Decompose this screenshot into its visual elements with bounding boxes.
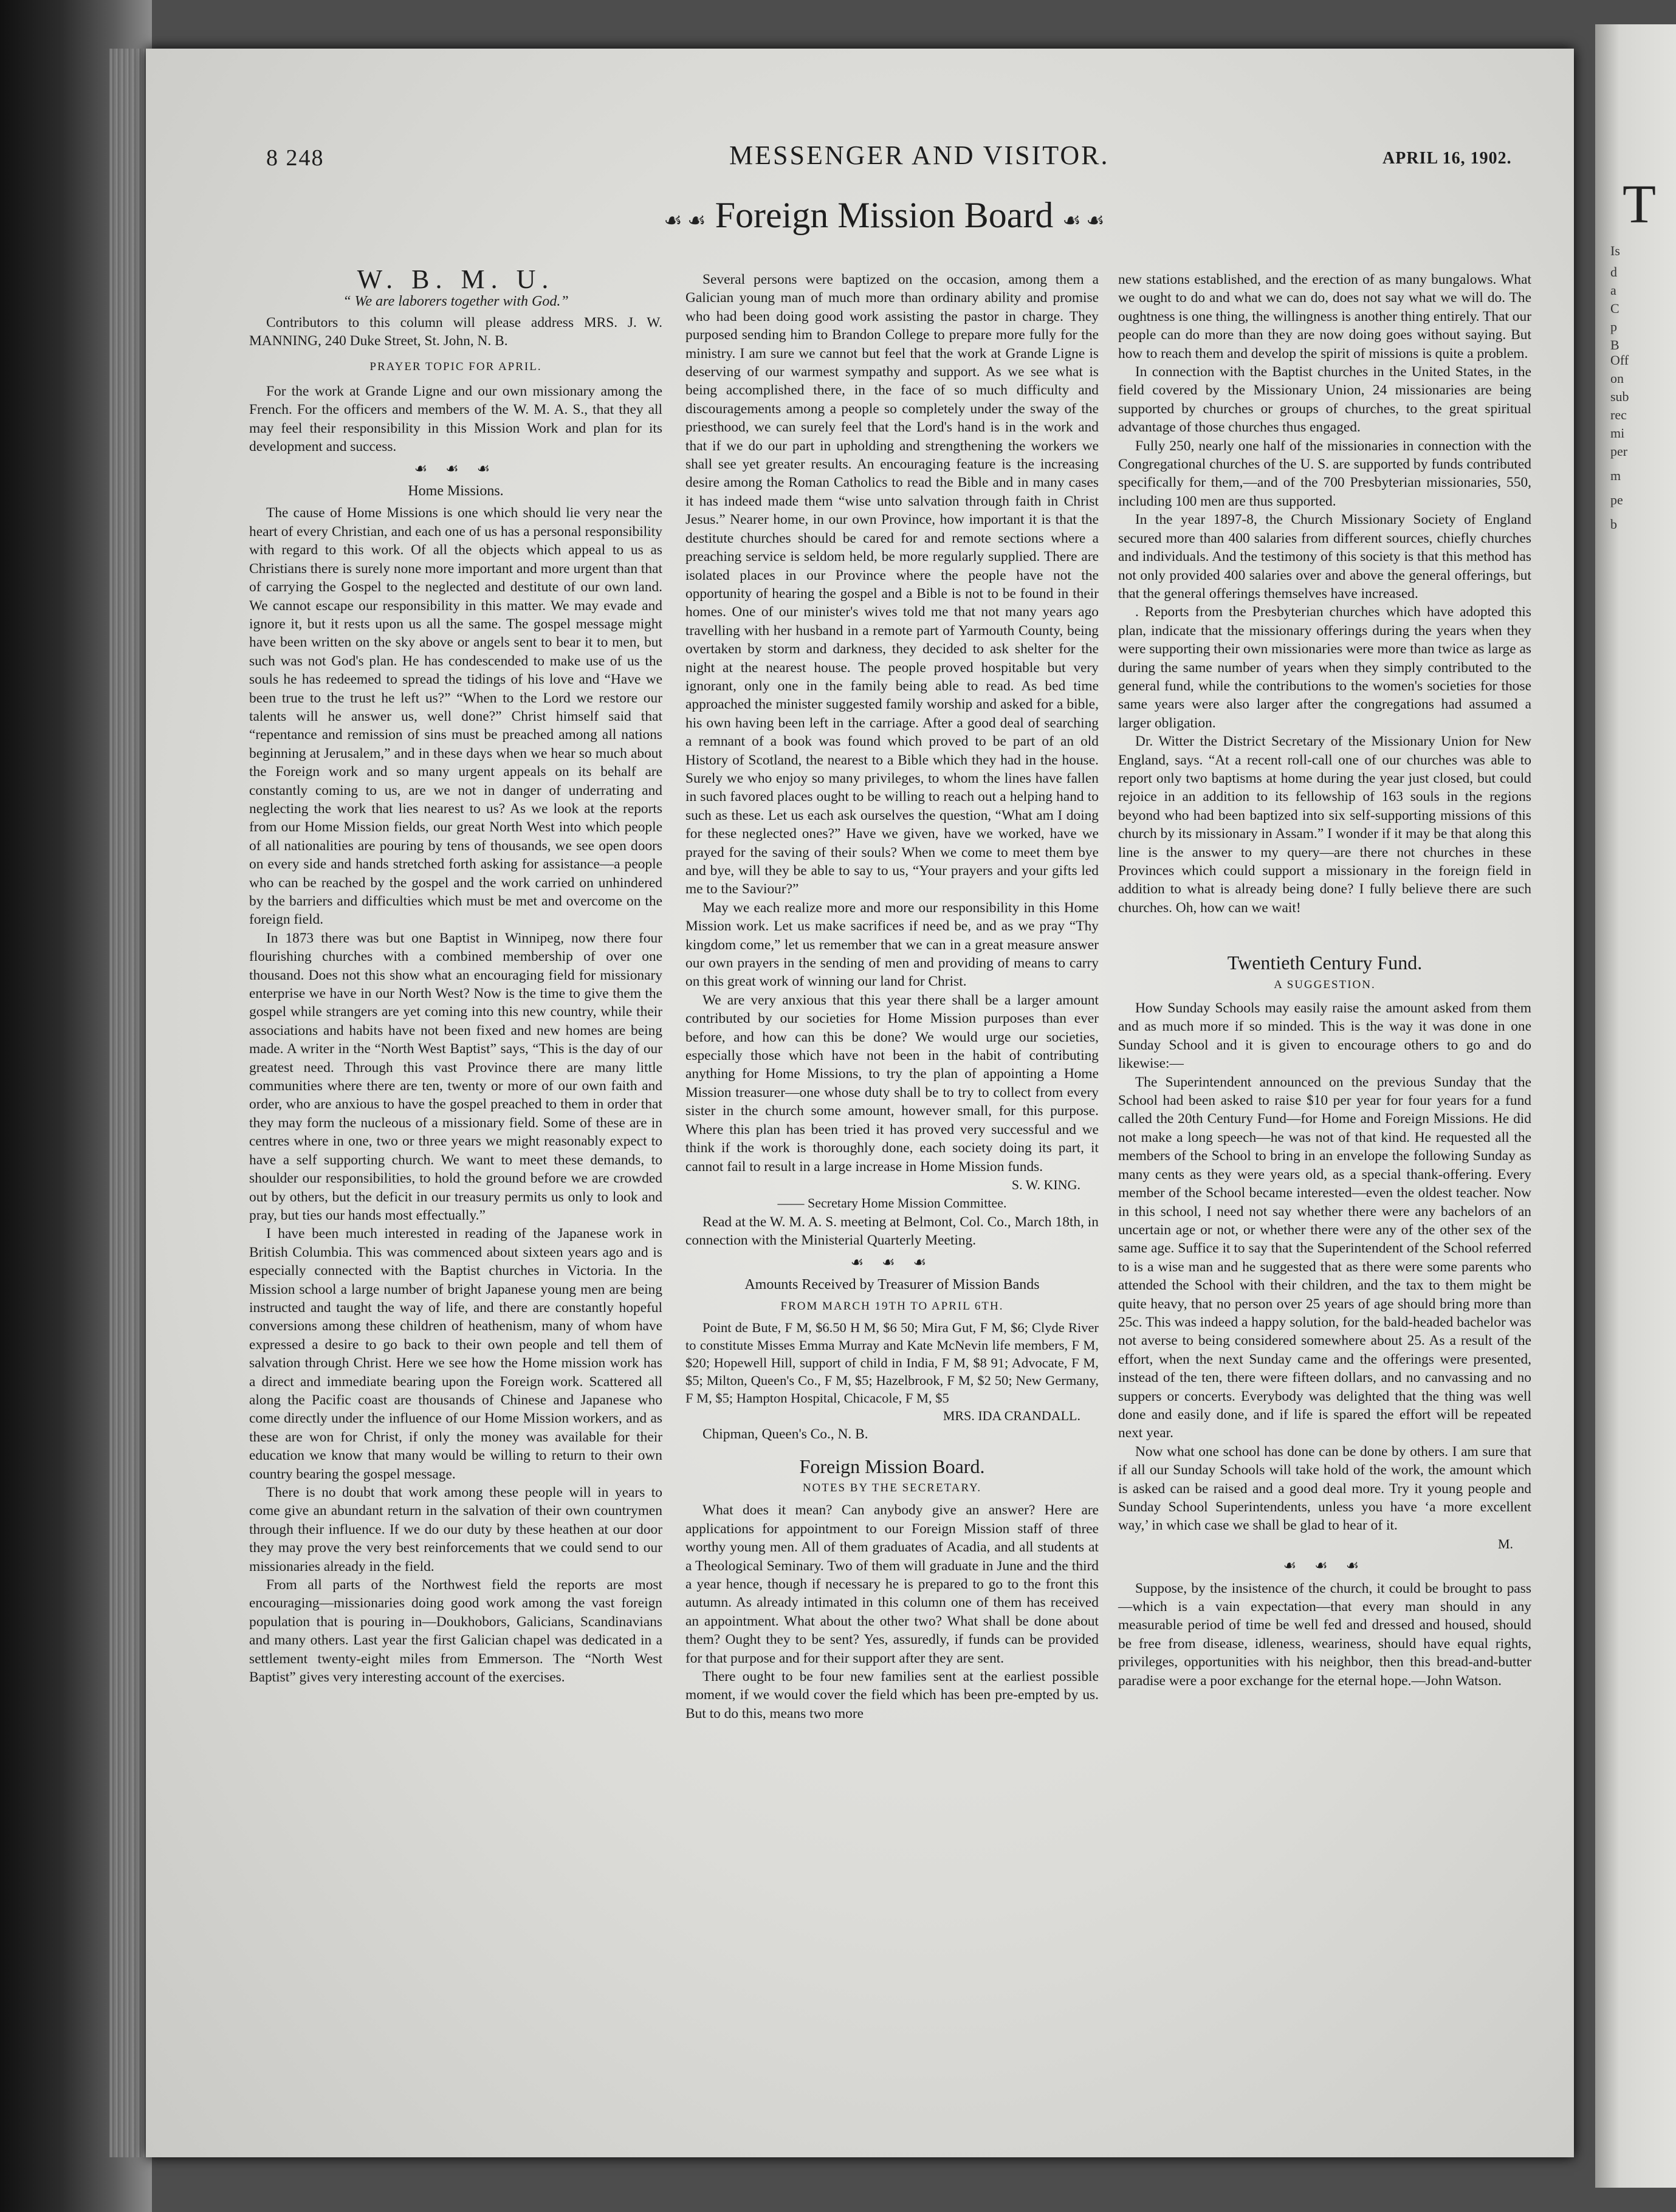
read-note: Read at the W. M. A. S. meeting at Belmont, Col. Co., March 18th, in connection with the Ministerial Quarterly Meeting. bbox=[685, 1214, 1099, 1249]
article-paragraph: The Superintendent announced on the previous Sunday that the School had been asked to raise $10 per year for four years for a fund called the 20th Century Fund—for Home and Foreign Missions. He did not make a long speech—he was not of that kind. He requested all the members of the School to bring in an envelope the following Sunday as many cents as they were years old, as a special thank-offering. Every member of the School became interested—even the oldest teacher. Now in this school, I need not say whether there were any bachelors of an uncertain age or not, or whether there were any of the other sex of the same age. Suffice it to say that the Superintendent of the School referred to is a wise man and he suggested that as there were some parents who attended the School with their children, and the tax to them might be quite heavy, that no person over 25 years of age should bring more than 25c. This was indeed a happy solution, for the bald-headed bachelor was not averse to being considered somewhere about 25. As a result of the effort, when the next Sunday came and the offerings were presented, instead of the ten, there were fifteen dollars, and no canvassing and no suppers or concerts. Everybody was delighted that the thing was well done and easily done, and if life is spared the effort will be repeated next year. bbox=[1118, 1074, 1531, 1441]
wbmu-heading: W. B. M. U. bbox=[357, 264, 555, 294]
prayer-topic: For the work at Grande Ligne and our own missionary among the French. For the officers and members of the W. M. A. S., that they all may feel their responsibility in this Mission Work and plan for its development and success. bbox=[249, 383, 662, 455]
treasurer-signature: MRS. IDA CRANDALL. bbox=[943, 1407, 1080, 1423]
fleuron-icon: ☙ ☙ bbox=[664, 210, 706, 232]
contributors-note: Contributors to this column will please address MRS. J. W. MANNING, 240 Duke Street, St. John, N. B. bbox=[249, 314, 662, 349]
column-1 bbox=[249, 264, 662, 1686]
article-paragraph: Fully 250, nearly one half of the missionaries in connection with the Congregational churches of the U. S. are supported by funds contributed specifically for them,—and of the 700 Presbyterian missionaries, 550, including 100 men are thus supported. bbox=[1118, 438, 1531, 509]
adjacent-line: b bbox=[1610, 517, 1617, 532]
adjacent-line: pe bbox=[1610, 492, 1623, 507]
treasurer-place: Chipman, Queen's Co., N. B. bbox=[702, 1426, 868, 1443]
column-2 bbox=[685, 270, 1099, 1723]
closing-quote: Suppose, by the insistence of the church, it could be brought to pass—which is a vain expectation—that every man should in any measurable period of time be well fed and dressed and housed, should be free from disease, idleness, weariness, should have equal rights, privileges, opportunities with his neighbor, then this bread-and-butter paradise were a poor exchange for the eternal hope.—John Watson. bbox=[1118, 1580, 1531, 1689]
amounts-list: Point de Bute, F M, $6.50 H M, $6 50; Mira Gut, F M, $6; Clyde River to constitute Misses Emma Murray and Kate McNevin life members, F M, $20; Hopewell Hill, support of child in India, F M, $8 91; Advocate, F M, $5; Milton, Queen's Co., F M, $5; Hazelbrook, F M, $2 50; New Germany, F M, $5; Hampton Hospital, Chicacole, F M, $5 bbox=[685, 1319, 1099, 1406]
article-paragraph: We are very anxious that this year there shall be a larger amount contributed by our societies for Home Mission purposes than ever before, and how can this be done? We would urge our societies, especially those which have not been in the habit of contributing anything for Home Missions, to try the plan of appointing a Home Mission treasurer—one whose duty shall be to try to collect from every sister in the church some amount, however small, for this purpose. Where this plan has been tried it has proved very successful and we think if the work is thoroughly done, each society doing its part, it cannot fail to result in a large increase in Home Mission funds. bbox=[685, 992, 1099, 1175]
article-paragraph: I have been much interested in reading of the Japanese work in British Columbia. This was commenced about sixteen years ago and is especially connected with the Baptist churches in Victoria. In the Mission school a large number of bright Japanese young men are being instructed and taught the way of life, and there are constantly hopeful conversions among these children of heathenism, many of whom have expressed a desire to go back to their own people and tell them of salvation through Christ. Here we see how the Home mission work has a direct and immediate bearing upon the Foreign work. Scattered all along the Pacific coast are thousands of Chinese and Japanese who come directly under the influence of our Home Mission workers, and as these are won for Christ, if only the money was available for their education we know that many would be willing to return to their own country bearing the gospel message. bbox=[249, 1226, 662, 1482]
home-missions-heading: Home Missions. bbox=[408, 483, 504, 500]
tcf-signature: M. bbox=[1497, 1536, 1513, 1551]
article-paragraph: new stations established, and the erection of as many bungalows. What we ought to do and what we can do, does not say what we will do. The oughtness is one thing, the willingness is another thing entirely. That our people can do more than they are now doing goes without saying. But how to reach them and develop the spirit of missions is quite a problem. bbox=[1118, 272, 1531, 362]
article-paragraph: Now what one school has done can be done by others. I am sure that if all our Sunday Schools will take hold of the work, the amount which is asked can be raised and a good deal more. Try it young people and Sunday School Superintendents, unless you have ‘a more excellent way,’ in which case we shall be glad to hear of it. bbox=[1118, 1443, 1531, 1534]
article-paragraph: In connection with the Baptist churches in the United States, in the field covered by the Missionary Union, 24 missionaries are being supported by churches or groups of churches, to the great spiritual advantage of those churches thus engaged. bbox=[1118, 364, 1531, 436]
adjacent-line: Off bbox=[1610, 352, 1629, 368]
article-paragraph: Several persons were baptized on the occasion, among them a Galician young man of much more than ordinary ability and promise who had been doing good work assisting the pastor in charge. They purposed sending him to Brandon College to prepare more fully for the ministry. I am sure we cannot but feel that the work at Grande Ligne is deserving of our warmest sympathy and support. As we see what is being accomplished there, in the face of so much difficulty and discouragements among a people so completely under the sway of the priesthood, we can surely feel that the Lord's hand is in the work and that if we do our part in upholding and strengthening the workers we shall see yet greater results. An encouraging feature is the increasing desire among the Roman Catholics to read the Bible and in many cases it has indeed made them “wise unto salvation through faith in Christ Jesus.” Nearer home, in our own Province, how important it is that the destitute churches should be cared for and remote sections where a preaching service is seldom held, be more regularly supplied. There are isolated places in our Province where the people have not the opportunity of hearing the gospel and a Bible is not to be found in their homes. One of our minister's wives told me that not many years ago travelling with her husband in a remote part of Yarmouth County, being overtaken by storm and darkness, they decided to ask shelter for the night at the nearest house. The people proved hospitable but very ignorant, only one in the family being able to read. As bed time approached the minister suggested family worship and asked for a bible, his own having been left in the carriage. After a good deal of searching a remnant of a book was found which proved to be part of an old History of Scotland, the nearest to a Bible which they had in the house. Surely we who enjoy so many privileges, to whom the lines have fallen in such favored places ought to be willing to reach out a helping hand to such as these. Let us each ask ourselves the question, “What am I doing for these neglected ones?” Have we given, have we worked, have we prayed for the saving of their souls? When we come to meet them bye and bye, will they be able to say to us, “Your prayers and your gifts led me to the Saviour?” bbox=[685, 272, 1099, 898]
article-paragraph: In the year 1897-8, the Church Missionary Society of England secured more than 400 salaries from different sources, chiefly churches and individuals. And the testimony of this society is that this method has not only provided 400 salaries over and above the general offerings, but that the general offerings themselves have increased. bbox=[1118, 512, 1531, 602]
adjacent-line: p bbox=[1610, 319, 1617, 334]
article-paragraph: Dr. Witter the District Secretary of the Missionary Union for New England, says. “At a recent roll-call one of our churches was able to report only two baptisms at home during the year just closed, but could rejoice in an addition to its fellowship of 163 souls in the regions beyond who had been baptized into six self-supporting missions of this church by its missionary in Assam.” I wonder if it may be that along this line is the answer to my query—are there not churches in these Provinces which could support a missionary in the foreign field in addition to what is already being done? I fully believe there are such churches. Oh, how can we wait! bbox=[1118, 733, 1531, 916]
adjacent-line: on bbox=[1610, 371, 1624, 386]
section-heading bbox=[641, 194, 1127, 236]
author-title: —— Secretary Home Mission Committee. bbox=[777, 1195, 1007, 1211]
article-paragraph: How Sunday Schools may easily raise the amount asked from them and as much more if so minded. This is the way it was done in one Sunday School and it is given to encourage others to go and do likewise:— bbox=[1118, 1000, 1531, 1072]
amounts-dates: FROM MARCH 19TH TO APRIL 6TH. bbox=[780, 1300, 1004, 1313]
masthead-title: MESSENGER AND VISITOR. bbox=[729, 140, 1110, 170]
article-paragraph: May we each realize more and more our responsibility in this Home Mission work. Let us make sacrifices if need be, and as we pray “Thy kingdom come,” let us remember that we can in a great measure answer our own prayers in the sending of men and providing of means to carry on this great work of winning our land for Christ. bbox=[685, 899, 1099, 990]
page-number: 8 248 bbox=[266, 145, 325, 171]
adjacent-page-edge bbox=[1595, 24, 1676, 2188]
fleuron-divider-icon: ☙ ☙ ☙ bbox=[1283, 1558, 1367, 1575]
issue-date: APRIL 16, 1902. bbox=[1382, 149, 1512, 168]
adjacent-line: Is bbox=[1610, 243, 1620, 258]
fmb-subheading: NOTES BY THE SECRETARY. bbox=[802, 1481, 982, 1494]
fleuron-divider-icon: ☙ ☙ ☙ bbox=[414, 461, 498, 477]
adjacent-line: mi bbox=[1610, 425, 1625, 441]
article-paragraph: There ought to be four new families sent at the earliest possible moment, if we would cover the field which has been pre-empted by us. But to do this, means two more bbox=[685, 1669, 1099, 1722]
tcf-heading: Twentieth Century Fund. bbox=[1227, 952, 1423, 974]
author-signature: S. W. KING. bbox=[1011, 1176, 1080, 1192]
article-paragraph: There is no doubt that work among these people will in years to come give an abundant return in the salvation of their own countrymen through their influence. If we do our duty by these heathen at our door they may prove the very best reinforcements that we could send to our missionaries already in the field. bbox=[249, 1485, 662, 1575]
prayer-topic-heading: PRAYER TOPIC FOR APRIL. bbox=[369, 360, 542, 373]
amounts-heading: Amounts Received by Treasurer of Mission Bands bbox=[744, 1276, 1040, 1293]
article-paragraph: The cause of Home Missions is one which should lie very near the heart of every Christian, and each one of us has a personal responsibility with regard to this work. Of all the objects which appeal to us as Christians there is surely none more important and more urgent than that of carrying the Gospel to the neglected and destitute of our own land. We cannot escape our responsibility in this matter. We may evade and ignore it, but it rests upon us all the same. The gospel message might have been written on the sky above or angels sent to bear it to men, but such was not God's plan. He has condescended to make use of us the souls he has redeemed to spread the tidings of his love and “Have we been true to the trust he left us?” “When to the Lord we restore our talents will he answer us, well done?” Christ himself said that “repentance and remission of sins must be preached among all nations beginning at Jerusalem,” and in these days when we hear so much about the Foreign work and so many urgent appeals on its behalf are constantly coming to us, are we not in danger of underrating and neglecting the work that lies nearest to us? As we look at the reports from our Home Mission fields, our great North West into which people of all nationalities are pouring by tens of thousands, we see open doors on every side and hands stretched forth asking for assistance—a people who can be reached by the gospel and the work carried on unhindered by the barriers and difficulties which must be met and overcome on the foreign field. bbox=[249, 505, 662, 928]
section-heading-text: Foreign Mission Board bbox=[715, 195, 1054, 235]
adjacent-line: rec bbox=[1610, 407, 1627, 422]
fleuron-icon: ☙ ☙ bbox=[1062, 210, 1105, 232]
adjacent-line: d bbox=[1610, 264, 1617, 280]
adjacent-line: B bbox=[1610, 337, 1619, 352]
fmb-heading: Foreign Mission Board. bbox=[799, 1455, 985, 1477]
article-paragraph: What does it mean? Can anybody give an answer? Here are applications for appointment to our Foreign Mission staff of three worthy young men. All of them graduates of Acadia, and all students at a Theological Seminary. Two of them will graduate in June and the third a year hence, though if necessary he is prepared to go to the front this autumn. As already intimated in this column one of them has received an appointment. What about the other two? What shall be done about them? Ought they to be sent? Yes, assuredly, if funds can be provided for that purpose and for their support after they are sent. bbox=[685, 1502, 1099, 1666]
tcf-subheading: A SUGGESTION. bbox=[1274, 978, 1376, 991]
column-3 bbox=[1118, 270, 1531, 1690]
adjacent-page-letter: T bbox=[1623, 174, 1656, 235]
wbmu-motto: “ We are laborers together with God.” bbox=[343, 294, 569, 310]
article-paragraph: . Reports from the Presbyterian churches which have adopted this plan, indicate that the missionary offerings during the years when they were supporting their own missionaries were more than twice as large as during the same number of years when they simply contributed to the general fund, while the contributions to the women's societies for those same years were also larger after the congregations had assumed a larger obligation. bbox=[1118, 604, 1531, 731]
fleuron-divider-icon: ☙ ☙ ☙ bbox=[850, 1254, 934, 1271]
page-edges bbox=[109, 49, 146, 2157]
adjacent-line: C bbox=[1610, 301, 1619, 316]
adjacent-line: sub bbox=[1610, 389, 1629, 404]
adjacent-line: per bbox=[1610, 444, 1628, 459]
adjacent-line: a bbox=[1610, 283, 1616, 298]
article-paragraph: In 1873 there was but one Baptist in Winnipeg, now there four flourishing churches with a combined membership of over one thousand. Does not this show what an encouraging field for missionary enterprise we have in our North West? Now is the time to give them the gospel while strangers are yet coming into this new country, while their associations and habits have not been fixed and new homes are being made. A writer in the “North West Baptist” says, “This is the day of our greatest need. Through this vast Province there are many little communities where there are ten, twenty or more of our own faith and order, who are anxious to have the gospel preached to them in order that they may form the nucleous of a missionary field. Some of these are in centres where in one, two or three years we might reasonably expect to have a self supporting church. We want to meet these demands, to shoulder our responsibilities, to hold the ground before we are crowded out by others, but the deficit in our treasury permits us only to look and pray, but ties our hands most effectually.” bbox=[249, 930, 662, 1223]
adjacent-line: m bbox=[1610, 468, 1621, 483]
article-paragraph: From all parts of the Northwest field the reports are most encouraging—missionaries doing good work among the vast foreign population that is pouring in—Doukhobors, Galicians, Scandinavians and many others. Last year the first Galician chapel was dedicated in a settlement twenty-eight miles from Emmerson. The “North West Baptist” gives very interesting account of the exercises. bbox=[249, 1577, 662, 1686]
